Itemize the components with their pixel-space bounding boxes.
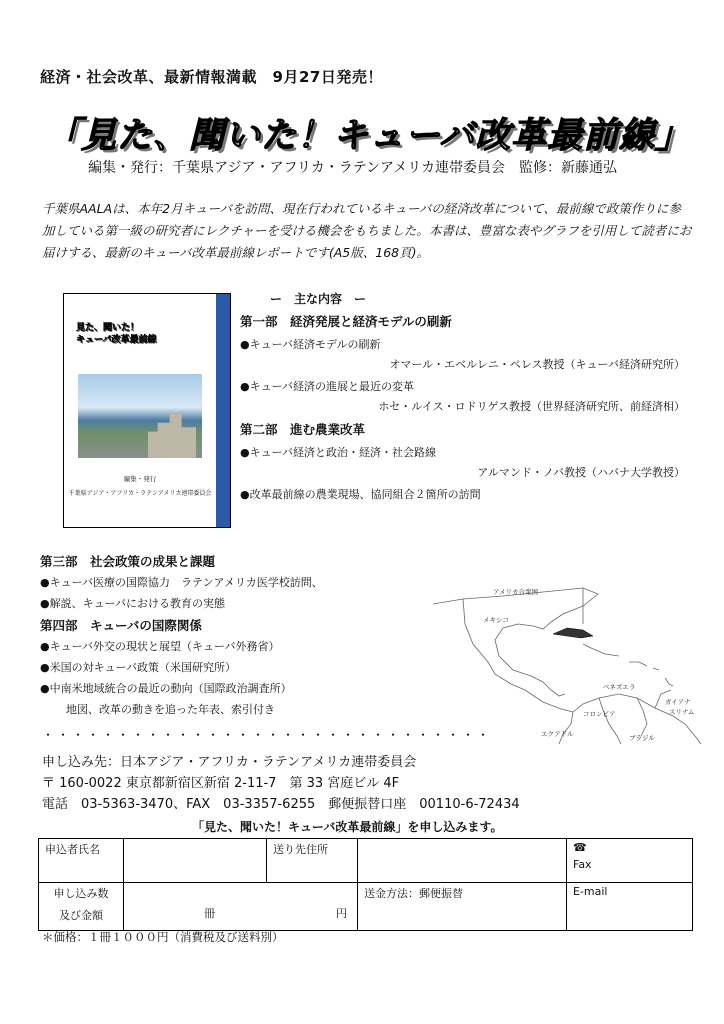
payment-method: 送金方法：郵便振替 [358,883,567,931]
cover-title-line2: キューバ改革最前線 [76,335,157,345]
toc-author: ホセ・ルイス・ロドリゲス教授（世界経済研究所、前経済相） [378,400,685,413]
apply-to: 申し込み先：日本アジア・アフリカ・ラテンアメリカ連帯委員会 [42,755,417,770]
name-field[interactable] [124,839,267,883]
dotted-divider: ・・・・・・・・・・・・・・・・・・・・・・・・・・・・・・ [42,728,493,742]
book-title: 「見た、聞いた！キューバ改革最前線」 [45,116,692,156]
cover-footer-line1: 編集・発行 [123,475,157,483]
latin-america-map [433,584,703,744]
map-label-mexico: メキシコ [483,616,509,624]
publisher-line: 編集・発行：千葉県アジア・アフリカ・ラテンアメリカ連帯委員会 監修：新藤通弘 [88,160,618,176]
toc-item: ●キューバ外交の現状と展望（キューバ外務省） [40,640,280,653]
toc-item: ●解説、キューバにおける教育の実態 [40,597,226,610]
quantity-label-line1: 申し込み数 [53,887,109,900]
map-label-suriname: スリナム [669,708,695,716]
address-field[interactable] [358,839,567,883]
map-label-guyana: ガイアナ [665,698,691,706]
toc-item: ●キューバ経済と政治・経済・社会路線 [240,446,437,459]
map-label-usa: アメリカ合衆国 [493,588,539,596]
email-field[interactable] [567,883,693,931]
map-label-brazil: ブラジル [629,734,655,742]
toc-item: ●中南米地域統合の最近の動向（国際政治調査所） [40,682,292,695]
price-note: ＊価格：１冊１０００円（消費税及び送料別） [42,930,284,944]
cover-title [76,322,157,346]
headline: 経済・社会改革、最新情報満載 9月27日発売！ [40,68,383,86]
table-of-contents [240,290,690,506]
apply-note: 「見た、聞いた！キューバ改革最前線」を申し込みます。 [192,820,503,834]
toc-item: ●キューバ経済の進展と最近の変革 [240,380,415,393]
toc-author: アルマンド・ノバ教授（ハバナ大学教授） [477,466,685,479]
toc-item: ●改革最前線の農業現場、協同組合２箇所の訪問 [240,488,481,501]
toc-item: ●キューバ経済モデルの刷新 [240,338,381,351]
map-label-venezuela: ベネズエラ [603,683,636,691]
name-label: 申込者氏名 [39,839,124,883]
yen-unit: 円 [336,907,347,920]
quantity-field[interactable] [124,883,358,931]
toc-item: ●米国の対キューバ政策（米国研究所） [40,661,237,674]
phone-icon: ☎ [573,841,587,854]
toc-header: ー 主な内容 ー [270,292,367,306]
toc-part2: 第二部 進む農業改革 [240,422,366,437]
quantity-label-line2: 及び金額 [59,909,103,922]
address-label: 送り先住所 [267,839,358,883]
cover-photo [78,374,202,458]
intro-paragraph: 千葉県AALAは、本年2月キューバを訪問、現在行われているキューバの経済改革について、最前線で政策作りに参加している第一級の研究者にレクチャーを受ける機会をもちました。本書は、豊富な表やグラフを引用して読者にお届けする、最新のキューバ改革最前線レポートです(A5版、168頁)。 [42,201,692,260]
email-label: E-mail [573,885,608,898]
cover-title-line1: 見た、聞いた！ [76,323,140,333]
cover-footer-line2: 千葉県アジア・アフリカ・ラテンアメリカ連帯委員会 [68,490,212,497]
quantity-label [39,883,124,931]
order-form [38,838,693,931]
toc-lower [40,552,440,723]
books-unit: 冊 [204,907,215,920]
phone-fax-field[interactable] [567,839,693,883]
toc-author: オマール・エベルレニ・ペレス教授（キューバ経済研究所） [389,358,685,371]
toc-item: ●キューバ医療の国際協力 ラテンアメリカ医学校訪問、 [40,576,323,589]
apply-contact: 電話 03-5363-3470、FAX 03-3357-6255 郵便振替口座 00110-6-72434 [42,797,520,812]
toc-note: 地図、改革の動きを追った年表、索引付き [66,703,275,716]
map-label-colombia: コロンビア [583,710,616,718]
toc-part1: 第一部 経済発展と経済モデルの刷新 [240,314,452,329]
map-label-ecuador: エクアドル [541,730,574,738]
apply-address: 〒 160-0022 東京都新宿区新宿 2-11-7 第 33 宮庭ビル 4F [42,776,400,791]
book-cover-image [63,293,231,528]
cover-stripe [216,294,230,527]
fax-label: Fax [573,858,592,871]
toc-part3: 第三部 社会政策の成果と課題 [40,554,216,569]
application-info [42,752,520,815]
toc-part4: 第四部 キューバの国際関係 [40,618,202,633]
